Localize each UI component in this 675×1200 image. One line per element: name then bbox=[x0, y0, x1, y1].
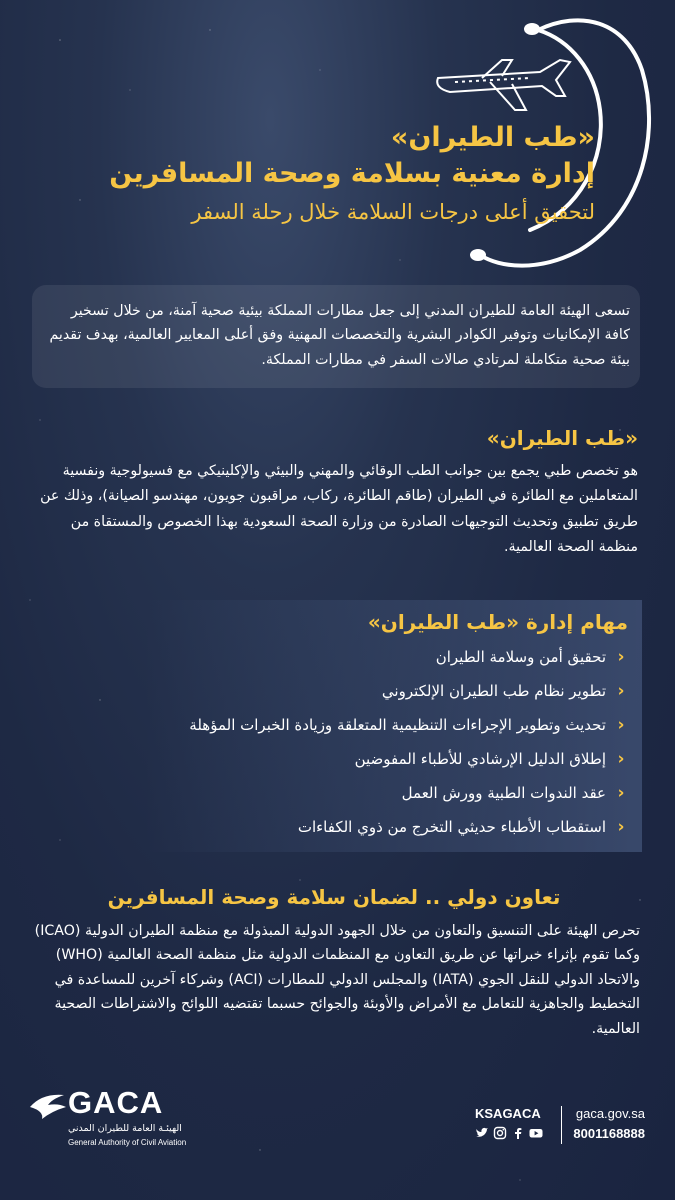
instagram-icon[interactable] bbox=[493, 1126, 507, 1140]
task-label: تطوير نظام طب الطيران الإلكتروني bbox=[381, 682, 606, 700]
chevron-left-icon: ‹ bbox=[617, 647, 625, 667]
logo-english-name: General Authority of Civil Aviation bbox=[68, 1138, 187, 1147]
falcon-logo-icon bbox=[28, 1089, 68, 1123]
task-label: استقطاب الأطباء حديثي التخرج من ذوي الكفاءات bbox=[297, 818, 606, 836]
chevron-left-icon: ‹ bbox=[617, 715, 625, 735]
list-item bbox=[145, 810, 628, 844]
page-subtitle: إدارة معنية بسلامة وصحة المسافرين bbox=[109, 158, 595, 190]
cooperation-title: تعاون دولي .. لضمان سلامة وصحة المسافرين bbox=[107, 885, 561, 909]
tasks-title: مهام إدارة «طب الطيران» bbox=[367, 610, 628, 634]
footer-divider bbox=[561, 1106, 562, 1144]
header bbox=[75, 120, 595, 228]
social-icons bbox=[475, 1126, 543, 1140]
logo-wordmark: GACA bbox=[68, 1085, 164, 1120]
chevron-left-icon: ‹ bbox=[617, 749, 625, 769]
page-tagline: لتحقيق أعلى درجات السلامة خلال رحلة السفر bbox=[191, 199, 595, 224]
list-item bbox=[145, 776, 628, 810]
phone-number[interactable]: 8001168888 bbox=[573, 1126, 645, 1141]
definition-text: هو تخصص طبي يجمع بين جوانب الطب الوقائي والمهني والبيئي والإكلينيكي مع فسيولوجية ونفسية المتعاملين مع الطائرة في الطيران (طاقم الطائرة، ركاب، مراقبون جويون، مهندسو الصيانة)، وذلك عن طريق تطبيق وتحديث التوجيهات الصادرة من وزارة الصحة السعودية بهذا الخصوص والمستقاة من منظمة الصحة العالمية. bbox=[40, 463, 638, 555]
page-title: «طب الطيران» bbox=[390, 122, 595, 153]
social-handle[interactable]: KSAGACA bbox=[475, 1106, 541, 1121]
task-label: تحقيق أمن وسلامة الطيران bbox=[435, 648, 606, 666]
list-item bbox=[145, 640, 628, 674]
chevron-left-icon: ‹ bbox=[617, 783, 625, 803]
cooperation-section bbox=[28, 885, 640, 1041]
youtube-icon[interactable] bbox=[529, 1126, 543, 1140]
tasks-panel bbox=[145, 600, 642, 852]
intro-text: تسعى الهيئة العامة للطيران المدني إلى جعل مطارات المملكة بيئية صحية آمنة، من خلال تسخير كافة الإمكانيات وتوفير الكوادر البشرية والتخصصات المهنية وفق أعلى المعايير العالمية، بهدف تقديم بيئة صحية متكاملة لمرتادي صالات السفر في مطارات المملكة. bbox=[49, 303, 630, 368]
task-label: إطلاق الدليل الإرشادي للأطباء المفوضين bbox=[354, 750, 606, 768]
task-label: تحديث وتطوير الإجراءات التنظيمية المتعلقة وزيادة الخبرات المؤهلة bbox=[189, 716, 606, 734]
list-item bbox=[145, 708, 628, 742]
cooperation-text: تحرص الهيئة على التنسيق والتعاون من خلال الجهود الدولية المبذولة مع منظمة الطيران الدولية (ICAO) وكما تقوم بإثراء خبراتها عن طريق التعاون مع المنظمات الدولية مثل منظمة الصحة العالمية (WHO) والاتحاد الدولي للنقل الجوي (IATA) والمجلس الدولي للمطارات (ACI) وشركاء آخرين للمساعدة في التخطيط والجاهزية للتعامل مع الأمراض والأوبئة والجوائح حسبما تقتضيه اللوائح والاشتراطات الصحية العالمية. bbox=[34, 923, 640, 1037]
chevron-left-icon: ‹ bbox=[617, 681, 625, 701]
facebook-icon[interactable] bbox=[511, 1126, 525, 1140]
intro-box bbox=[32, 285, 640, 388]
website-link[interactable]: gaca.gov.sa bbox=[575, 1106, 645, 1121]
definition-title: «طب الطيران» bbox=[486, 426, 638, 450]
gaca-logo bbox=[28, 1085, 198, 1155]
list-item bbox=[145, 674, 628, 708]
logo-arabic-name: الهيئـة العامة للطيران المدني bbox=[68, 1123, 182, 1134]
chevron-left-icon: ‹ bbox=[617, 817, 625, 837]
footer-contacts bbox=[475, 1106, 645, 1146]
task-label: عقد الندوات الطبية وورش العمل bbox=[401, 784, 606, 802]
list-item bbox=[145, 742, 628, 776]
definition-section bbox=[28, 425, 638, 560]
twitter-icon[interactable] bbox=[475, 1126, 489, 1140]
